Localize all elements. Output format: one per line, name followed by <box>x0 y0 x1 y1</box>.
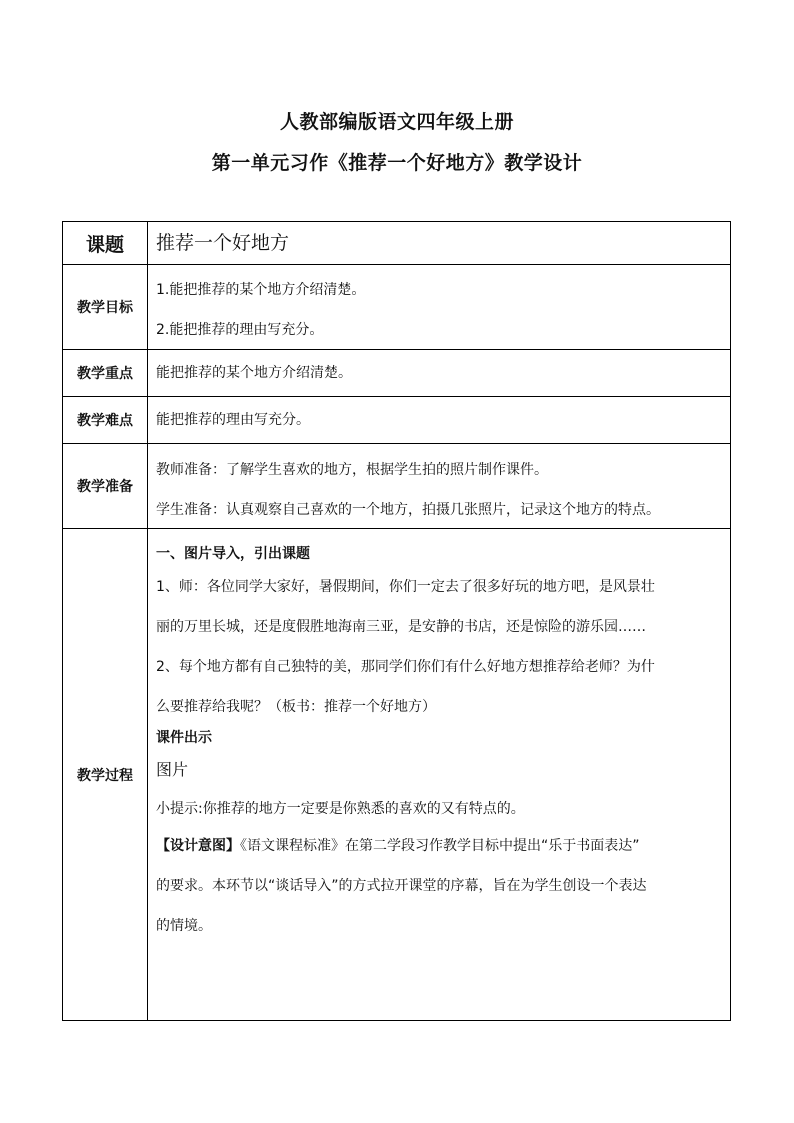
table-row-key-point <box>63 350 731 397</box>
goals-label: 教学目标 <box>63 265 148 350</box>
table-row-process <box>63 529 731 1021</box>
paragraph-line: 1、师：各位同学大家好，暑假期间，你们一定去了很多好玩的地方吧，是风景壮 <box>156 579 655 595</box>
design-intent-line: 的要求。本环节以“谈话导入”的方式拉开课堂的序幕，旨在为学生创设一个表达 <box>156 878 647 894</box>
goal-item: 1.能把推荐的某个地方介绍清楚。 <box>156 282 366 298</box>
difficulty-value: 能把推荐的理由写充分。 <box>156 412 310 428</box>
key-point-label: 教学重点 <box>63 350 148 397</box>
table-row-preparation <box>63 444 731 529</box>
table-row-difficulty <box>63 397 731 444</box>
table-row-topic <box>63 222 731 265</box>
design-intent-text: 《语文课程标准》在第二学段习作教学目标中提出“乐于书面表达” <box>240 838 640 854</box>
document-title: 人教部编版语文四年级上册 <box>279 111 514 133</box>
paragraph-line: 么要推荐给我呢？（板书：推荐一个好地方） <box>156 699 436 715</box>
process-content <box>148 529 731 1021</box>
topic-value: 推荐一个好地方 <box>156 232 290 254</box>
document-subtitle: 第一单元习作《推荐一个好地方》教学设计 <box>211 152 583 174</box>
key-point-value: 能把推荐的某个地方介绍清楚。 <box>156 365 352 381</box>
student-preparation: 学生准备：认真观察自己喜欢的一个地方，拍摄几张照片，记录这个地方的特点。 <box>156 502 660 518</box>
courseware-heading: 课件出示 <box>156 730 212 746</box>
design-intent-line <box>156 826 724 866</box>
tip-text: 小提示:你推荐的地方一定要是你熟悉的喜欢的又有特点的。 <box>156 801 525 817</box>
section-heading: 一、图片导入，引出课题 <box>156 546 310 562</box>
table-row-goals <box>63 265 731 350</box>
lesson-plan-table <box>62 221 731 1021</box>
design-intent-line: 的情境。 <box>156 918 212 934</box>
process-label: 教学过程 <box>63 529 148 1021</box>
paragraph-line: 丽的万里长城，还是度假胜地海南三亚，是安静的书店，还是惊险的游乐园…… <box>156 619 646 635</box>
preparation-label: 教学准备 <box>63 444 148 529</box>
difficulty-label: 教学难点 <box>63 397 148 444</box>
picture-caption: 图片 <box>156 760 189 779</box>
design-intent-label: 【设计意图】 <box>156 838 240 854</box>
paragraph-line: 2、每个地方都有自己独特的美，那同学们你们有什么好地方想推荐给老师？为什 <box>156 659 655 675</box>
teacher-preparation: 教师准备：了解学生喜欢的地方，根据学生拍的照片制作课件。 <box>156 462 548 478</box>
goal-item: 2.能把推荐的理由写充分。 <box>156 322 324 338</box>
topic-label: 课题 <box>63 222 148 265</box>
